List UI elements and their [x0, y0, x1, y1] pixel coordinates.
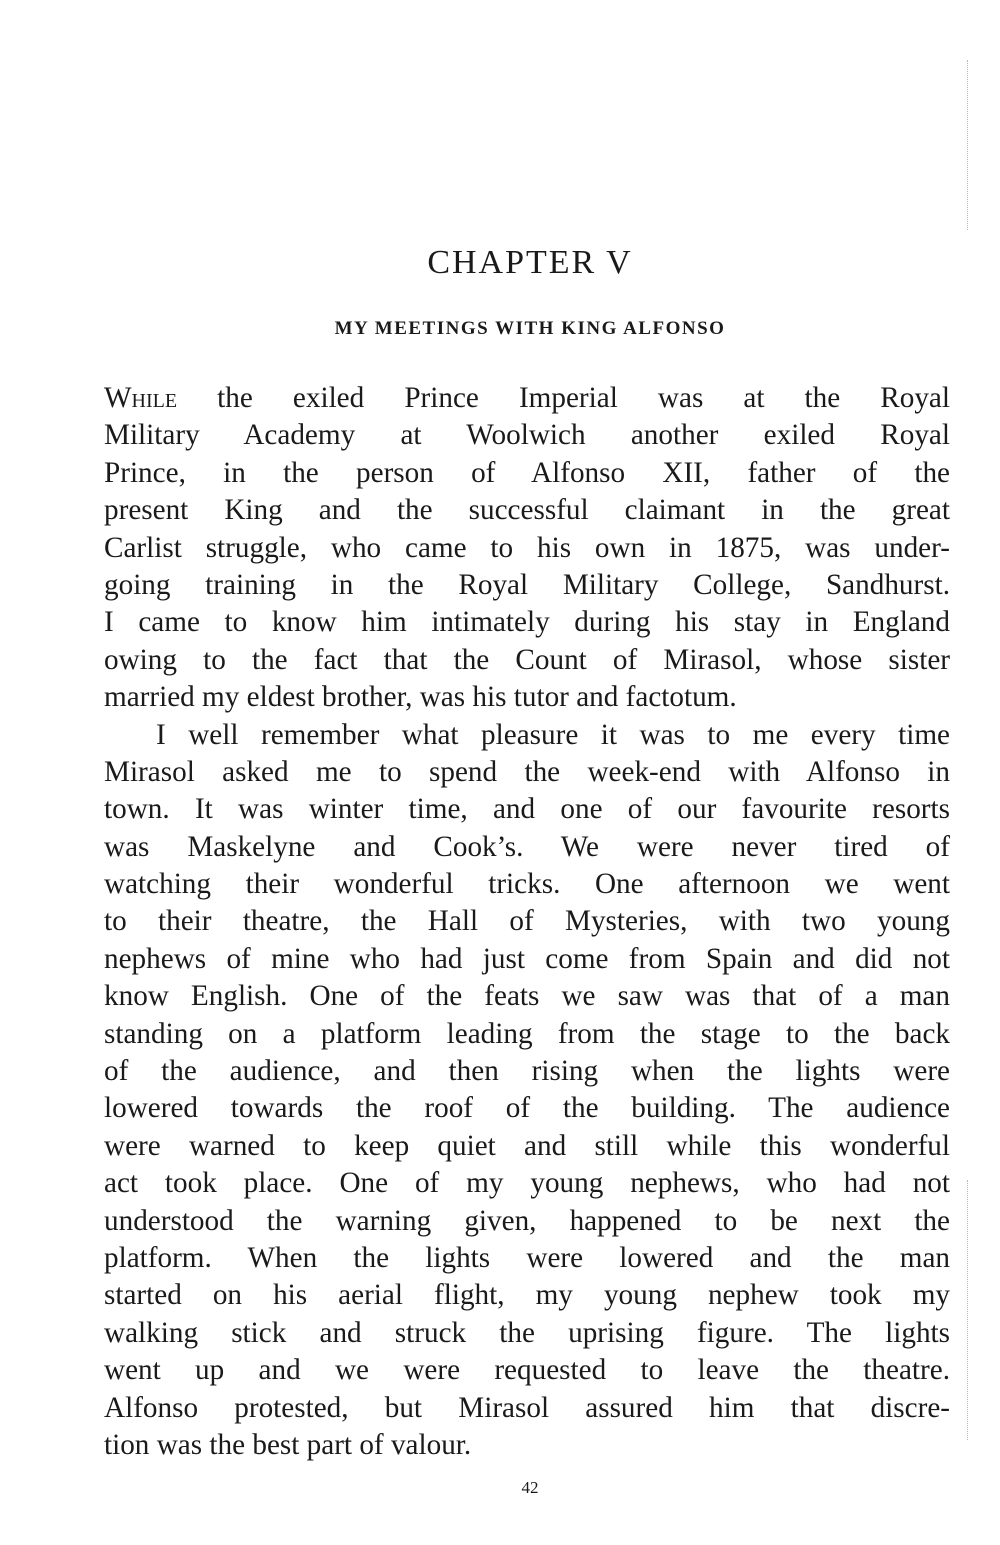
- text-line: were warned to keep quiet and still while this wonderful: [104, 1129, 950, 1162]
- text-line: I came to know him intimately during his stay in England: [104, 606, 950, 639]
- text-line: know English. One of the feats we saw was that of a man: [104, 980, 950, 1013]
- text-line: owing to the fact that the Count of Mirasol, whose sister: [104, 643, 950, 676]
- text-line: of the audience, and then rising when the lights were: [104, 1055, 950, 1088]
- body-text: [104, 380, 950, 1464]
- scan-edge-mark: [965, 60, 968, 230]
- text-line: went up and we were requested to leave the theatre.: [104, 1354, 950, 1387]
- drop-word: While: [104, 382, 178, 414]
- text-line: I well remember what pleasure it was to me every time: [156, 718, 950, 751]
- text-line: standing on a platform leading from the stage to the back: [104, 1017, 950, 1050]
- text-line: Alfonso protested, but Mirasol assured him that discre-: [104, 1391, 950, 1424]
- text-line: tion was the best part of valour.: [104, 1428, 472, 1461]
- text-line: was Maskelyne and Cook’s. We were never tired of: [104, 830, 950, 863]
- text-line: married my eldest brother, was his tutor and factotum.: [104, 681, 737, 714]
- text-line: understood the warning given, happened to be next the: [104, 1204, 950, 1237]
- text-line: present King and the successful claimant in the great: [104, 494, 950, 527]
- chapter-subtitle: MY MEETINGS WITH KING ALFONSO: [334, 318, 726, 339]
- chapter-title: CHAPTER V: [427, 244, 633, 281]
- text-line: Carlist struggle, who came to his own in 1875, was under-: [104, 531, 950, 564]
- text-line: Prince, in the person of Alfonso XII, father of the: [104, 456, 950, 489]
- text-line: nephews of mine who had just come from Spain and did not: [104, 942, 950, 975]
- text-line: watching their wonderful tricks. One afternoon we went: [104, 868, 950, 901]
- text-line: going training in the Royal Military College, Sandhurst.: [104, 568, 950, 601]
- text-line: walking stick and struck the uprising figure. The lights: [104, 1316, 950, 1349]
- text-line: Military Academy at Woolwich another exiled Royal: [104, 419, 950, 452]
- page-number: 42: [521, 1478, 539, 1497]
- text-line: town. It was winter time, and one of our favourite resorts: [104, 793, 950, 826]
- text-line: act took place. One of my young nephews, who had not: [104, 1167, 950, 1200]
- text-line: Mirasol asked me to spend the week-end with Alfonso in: [104, 755, 950, 788]
- text-line: to their theatre, the Hall of Mysteries, with two young: [104, 905, 950, 938]
- scan-edge-mark: [965, 1180, 968, 1440]
- text-line: started on his aerial flight, my young nephew took my: [104, 1279, 950, 1312]
- text-line: lowered towards the roof of the building. The audience: [104, 1092, 950, 1125]
- text-line: platform. When the lights were lowered and the man: [104, 1241, 950, 1274]
- text-line: While the exiled Prince Imperial was at the Royal: [104, 382, 950, 414]
